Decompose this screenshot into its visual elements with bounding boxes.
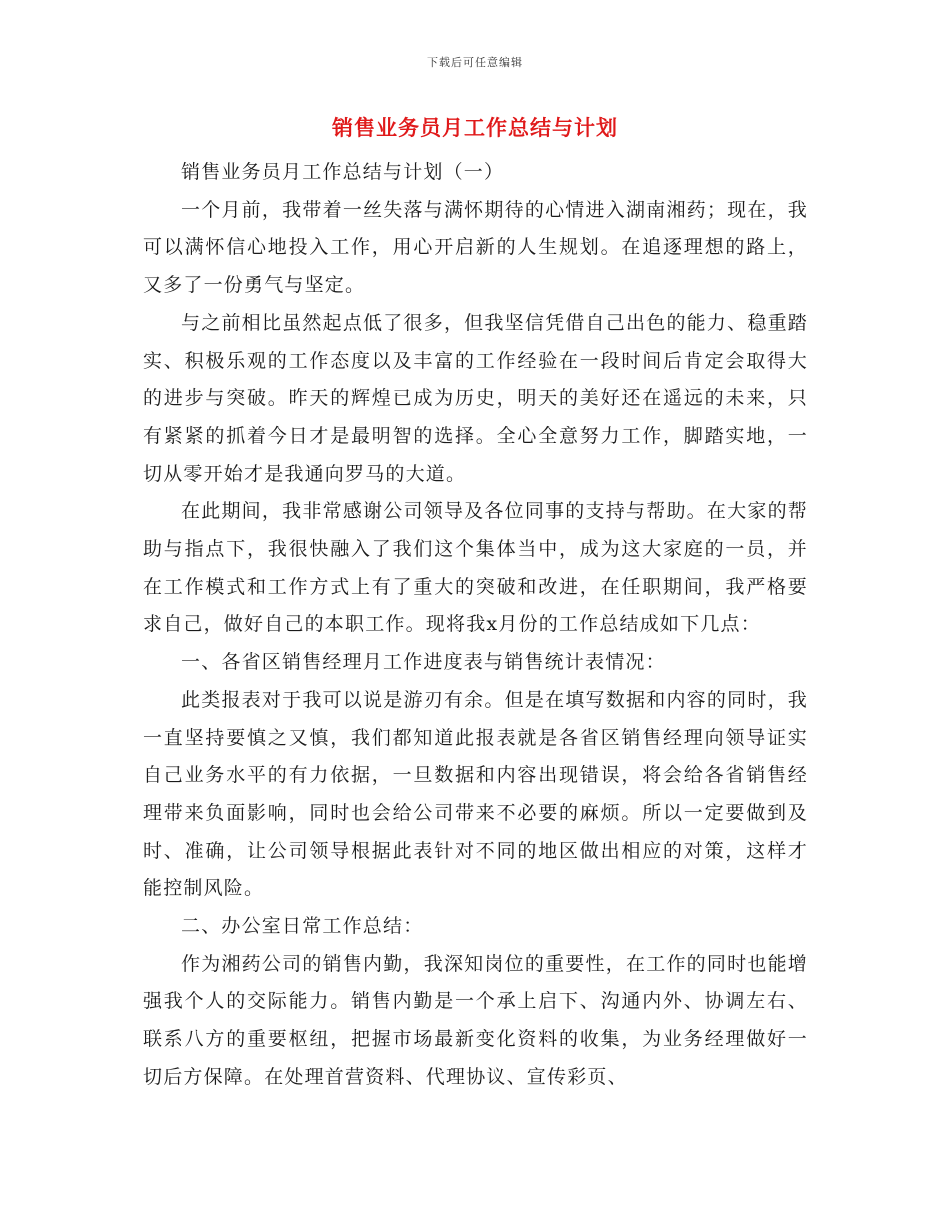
document-body — [143, 154, 808, 1097]
paragraph-subtitle: 销售业务员月工作总结与计划（一） — [181, 161, 505, 183]
section-heading: 一、各省区销售经理月工作进度表与销售统计表情况： — [181, 651, 666, 674]
paragraph: 一个月前，我带着一丝失落与满怀期待的心情进入湖南湘药；现在，我可以满怀信心地投入工作，用心开启新的人生规划。在追逐理想的路上，又多了一份勇气与坚定。 — [143, 198, 808, 297]
section-heading: 二、办公室日常工作总结： — [181, 915, 424, 938]
paragraph: 在此期间，我非常感谢公司领导及各位同事的支持与帮助。在大家的帮助与指点下，我很快融入了我们这个集体当中，成为这大家庭的一员，并在工作模式和工作方式上有了重大的突破和改进，在任职期间，我严格要求自己，做好自己的本职工作。现将我x月份的工作总结成如下几点： — [143, 500, 808, 636]
paragraph: 作为湘药公司的销售内勤，我深知岗位的重要性，在工作的同时也能增强我个人的交际能力。销售内勤是一个承上启下、沟通内外、协调左右、联系八方的重要枢纽，把握市场最新变化资料的收集，为业务经理做好一切后方保障。在处理首营资料、代理协议、宣传彩页、 — [143, 952, 808, 1088]
header-note: 下载后可任意编辑 — [427, 56, 523, 69]
paragraph: 与之前相比虽然起点低了很多，但我坚信凭借自己出色的能力、稳重踏实、积极乐观的工作态度以及丰富的工作经验在一段时间后肯定会取得大的进步与突破。昨天的辉煌已成为历史，明天的美好还在遥远的未来，只有紧紧的抓着今日才是最明智的选择。全心全意努力工作，脚踏实地，一切从零开始才是我通向罗马的大道。 — [143, 311, 808, 485]
document-title: 销售业务员月工作总结与计划 — [332, 116, 618, 140]
paragraph: 此类报表对于我可以说是游刃有余。但是在填写数据和内容的同时，我一直坚持要慎之又慎，我们都知道此报表就是各省区销售经理向领导证实自己业务水平的有力依据，一旦数据和内容出现错误，将会给各省销售经理带来负面影响，同时也会给公司带来不必要的麻烦。所以一定要做到及时、准确，让公司领导根据此表针对不同的地区做出相应的对策，这样才能控制风险。 — [143, 688, 808, 900]
